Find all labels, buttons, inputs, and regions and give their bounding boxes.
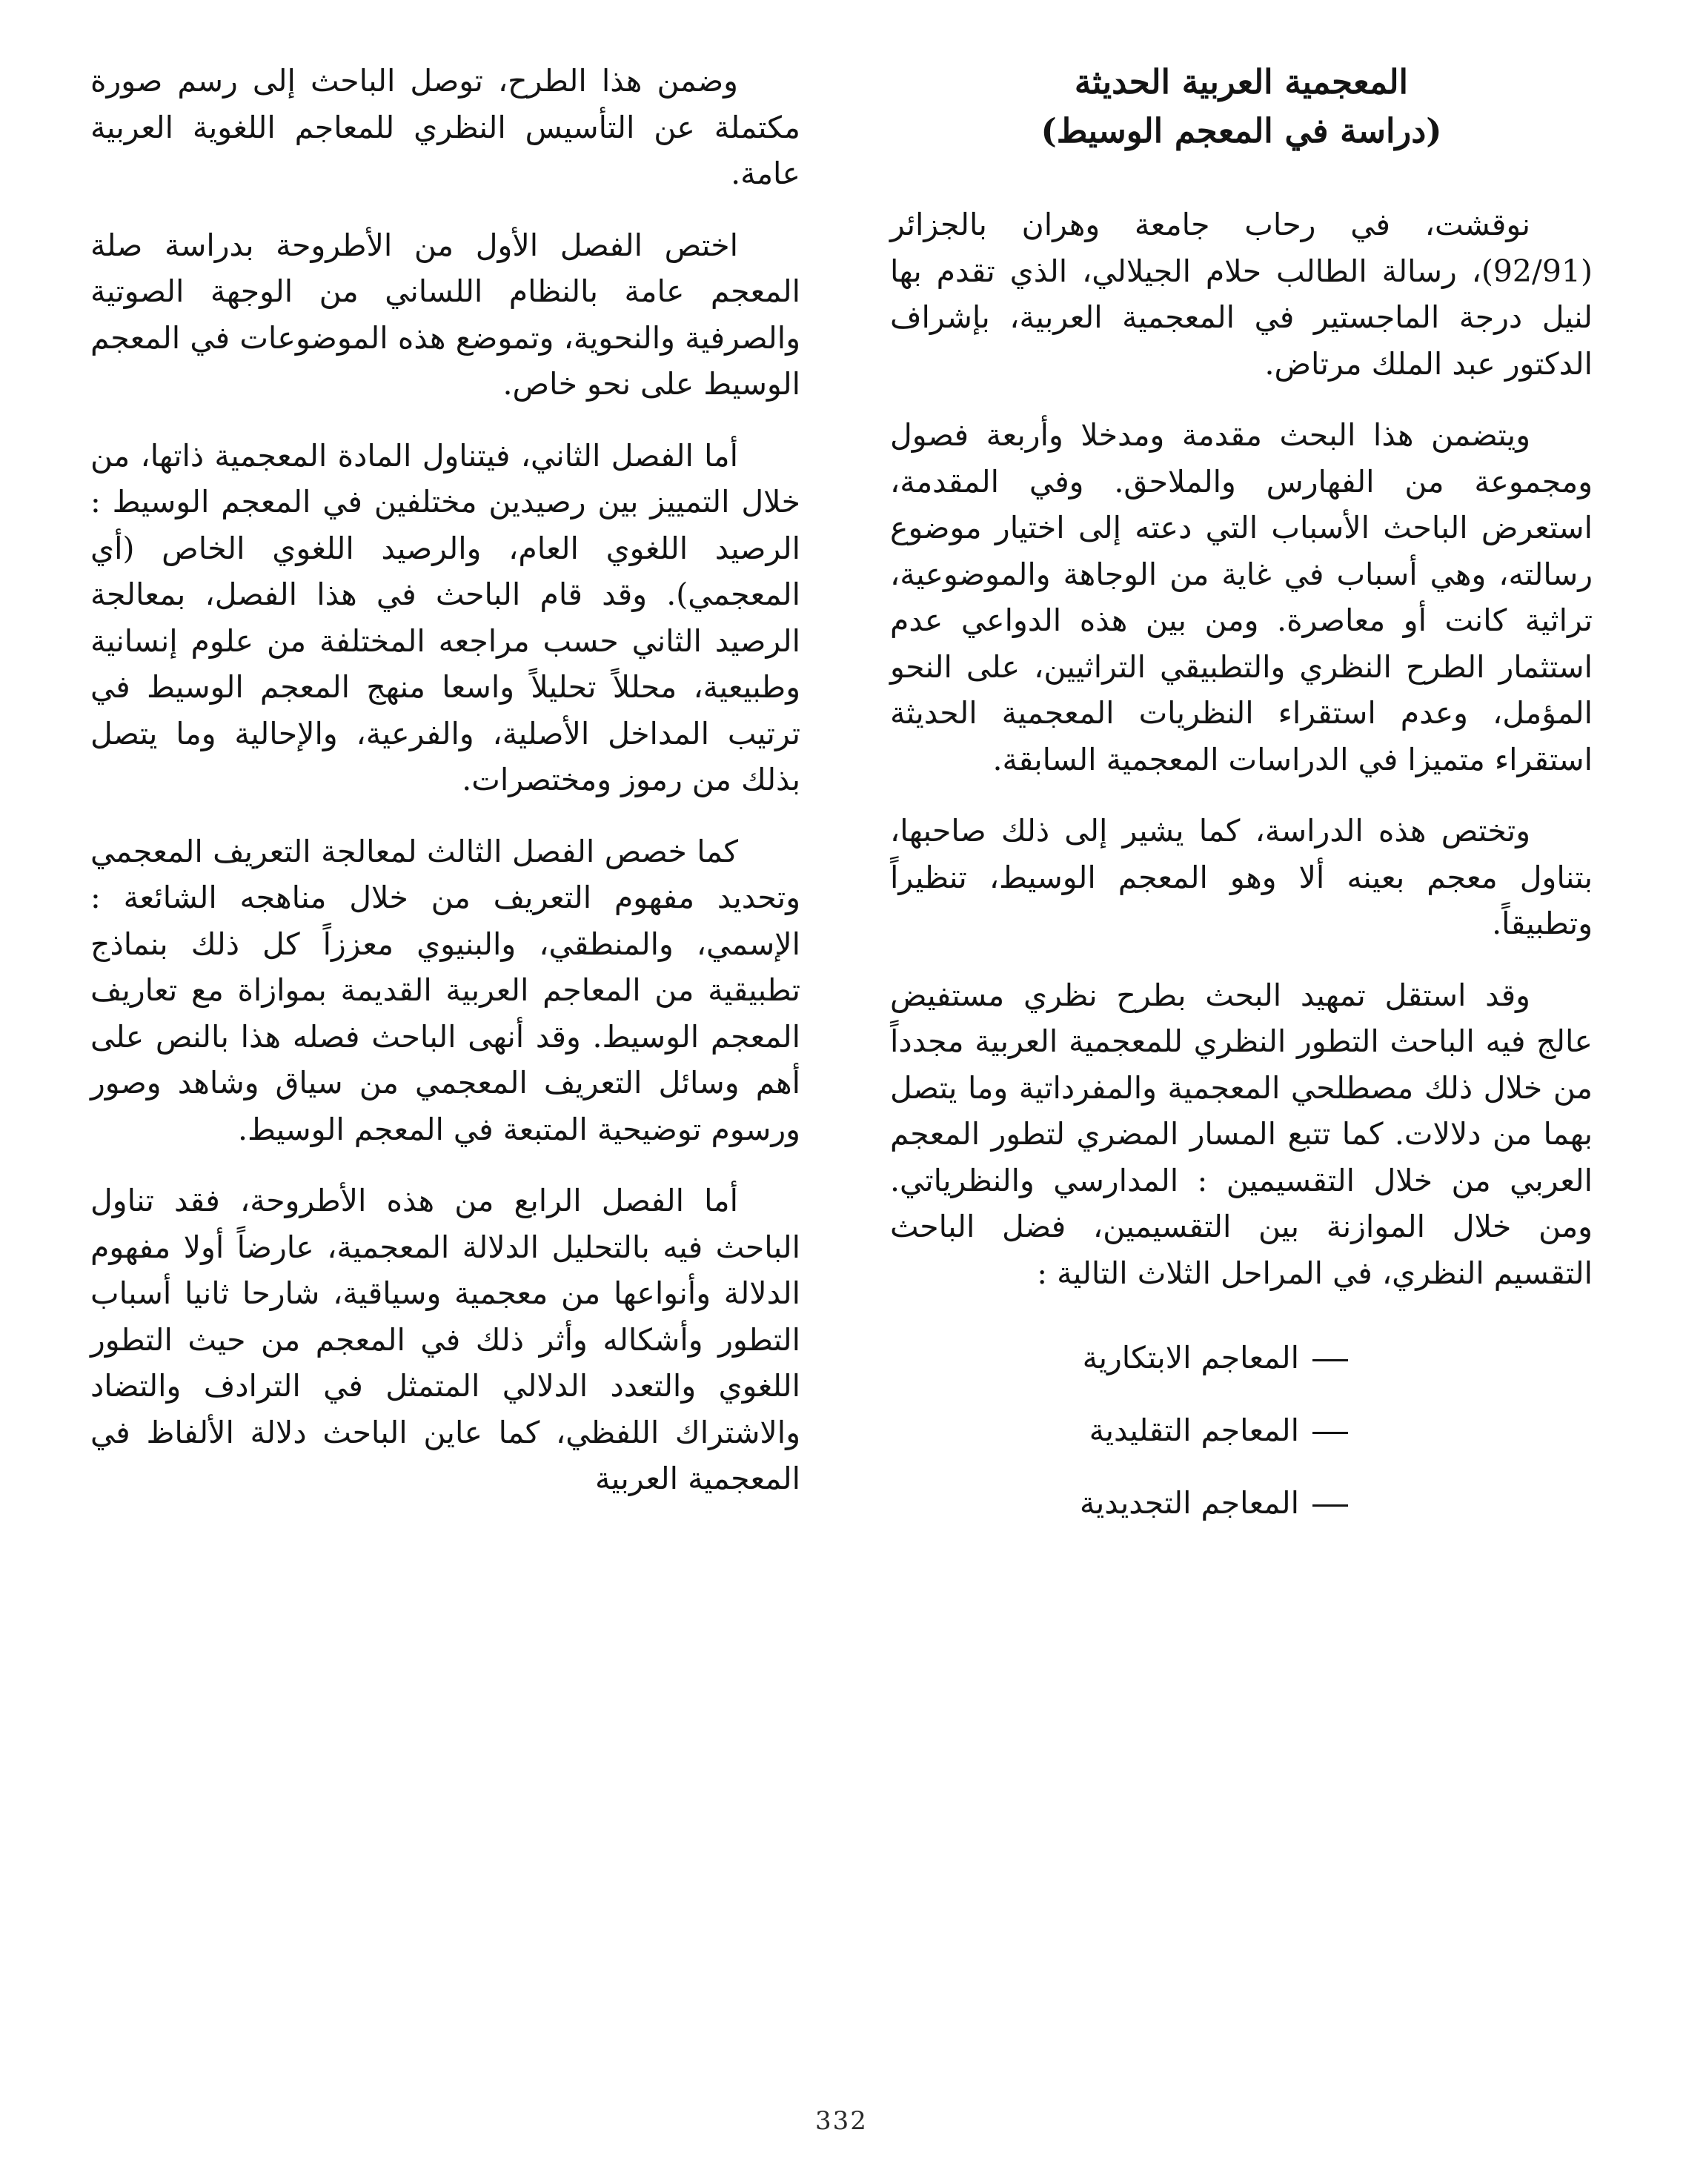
dash-bullet: [1312, 1432, 1348, 1434]
right-column: [890, 58, 1593, 1539]
paragraph: وتختص هذه الدراسة، كما يشير إلى ذلك صاحبها، بتناول معجم بعينه ألا وهو المعجم الوسيط، تنظيراً وتطبيقاً.: [890, 813, 1593, 941]
list-item-text: المعاجم الابتكارية: [1082, 1340, 1299, 1375]
article-title-line-1: المعجمية العربية الحديثة: [1074, 62, 1409, 102]
paragraph: نوقشت، في رحاب جامعة وهران بالجزائر (92/91)، رسالة الطالب حلام الجيلالي، الذي تقدم بها لنيل درجة الماجستير في المعجمية العربية، بإشراف الدكتور عبد الملك مرتاض.: [890, 207, 1593, 382]
left-column: [90, 58, 800, 1527]
paragraph: وضمن هذا الطرح، توصل الباحث إلى رسم صورة مكتملة عن التأسيس النظري للمعاجم اللغوية العربية عامة.: [90, 63, 800, 191]
paragraph: ويتضمن هذا البحث مقدمة ومدخلا وأربعة فصول ومجموعة من الفهارس والملاحق. وفي المقدمة، استعرض الباحث الأسباب التي دعته إلى اختيار موضوع رسالته، وهي أسباب في غاية من الوجاهة والموضوعية، تراثية كانت أو معاصرة. ومن بين هذه الدواعي عدم استثمار الطرح النظري والتطبيقي التراثيين، على النحو المؤمل، وعدم استقراء النظريات المعجمية الحديثة استقراء متميزا في الدراسات المعجمية السابقة.: [890, 417, 1593, 777]
list-item-text: المعاجم التجديدية: [1079, 1485, 1299, 1521]
dash-bullet: [1312, 1504, 1348, 1507]
list-item-text: المعاجم التقليدية: [1089, 1413, 1299, 1448]
list-item: [890, 1394, 1348, 1467]
page-number: 332: [815, 2106, 868, 2136]
paragraph: أما الفصل الرابع من هذه الأطروحة، فقد تناول الباحث فيه بالتحليل الدلالة المعجمية، عارضاً أولا مفهوم الدلالة وأنواعها من معجمية وسياقية، شارحا ثانيا أسباب التطور وأشكاله وأثر ذلك في المعجم من حيث التطور اللغوي والتعدد الدلالي المتمثل في الترادف والتضاد والاشتراك اللفظي، كما عاين الباحث دلالة الألفاظ في المعجمية العربية: [90, 1183, 800, 1496]
paragraph: أما الفصل الثاني، فيتناول المادة المعجمية ذاتها، من خلال التمييز بين رصيدين مختلفين في المعجم الوسيط : الرصيد اللغوي العام، والرصيد اللغوي الخاص (أي المعجمي). وقد قام الباحث في هذا الفصل، بمعالجة الرصيد الثاني حسب مراجعه المختلفة من علوم إنسانية وطبيعية، محللاً تحليلاً واسعا منهج المعجم الوسيط في ترتيب المداخل الأصلية، والفرعية، والإحالية وما يتصل بذلك من رموز ومختصرات.: [90, 437, 800, 797]
article-title: [890, 58, 1593, 156]
dictionary-stages-list: [890, 1321, 1593, 1539]
dash-bullet: [1312, 1359, 1348, 1361]
paragraph: وقد استقل تمهيد البحث بطرح نظري مستفيض عالج فيه الباحث التطور النظري للمعجمية العربية مجدداً من خلال ذلك مصطلحي المعجمية والمفرداتية وما يتصل بهما من دلالات. كما تتبع المسار المضري لتطور المعجم العربي من خلال التقسيمين : المدارسي والنظرياتي. ومن خلال الموازنة بين التقسيمين، فضل الباحث التقسيم النظري، في المراحل الثلاث التالية :: [890, 977, 1593, 1291]
list-item: [890, 1321, 1348, 1394]
paragraph: اختص الفصل الأول من الأطروحة بدراسة صلة المعجم عامة بالنظام اللساني من الوجهة الصوتية والصرفية والنحوية، وتموضع هذه الموضوعات في المعجم الوسيط على نحو خاص.: [90, 227, 800, 402]
list-item: [890, 1467, 1348, 1539]
paragraph: كما خصص الفصل الثالث لمعالجة التعريف المعجمي وتحديد مفهوم التعريف من خلال مناهجه الشائعة : الإسمي، والمنطقي، والبنيوي معززاً كل ذلك بنماذج تطبيقية من المعاجم العربية القديمة بموازاة مع تعاريف المعجم الوسيط. وقد أنهى الباحث فصله هذا بالنص على أهم وسائل التعريف المعجمي من سياق وشاهد وصور ورسوم توضيحية المتبعة في المعجم الوسيط.: [90, 833, 800, 1147]
article-title-line-2: (دراسة في المعجم الوسيط): [1040, 111, 1442, 150]
